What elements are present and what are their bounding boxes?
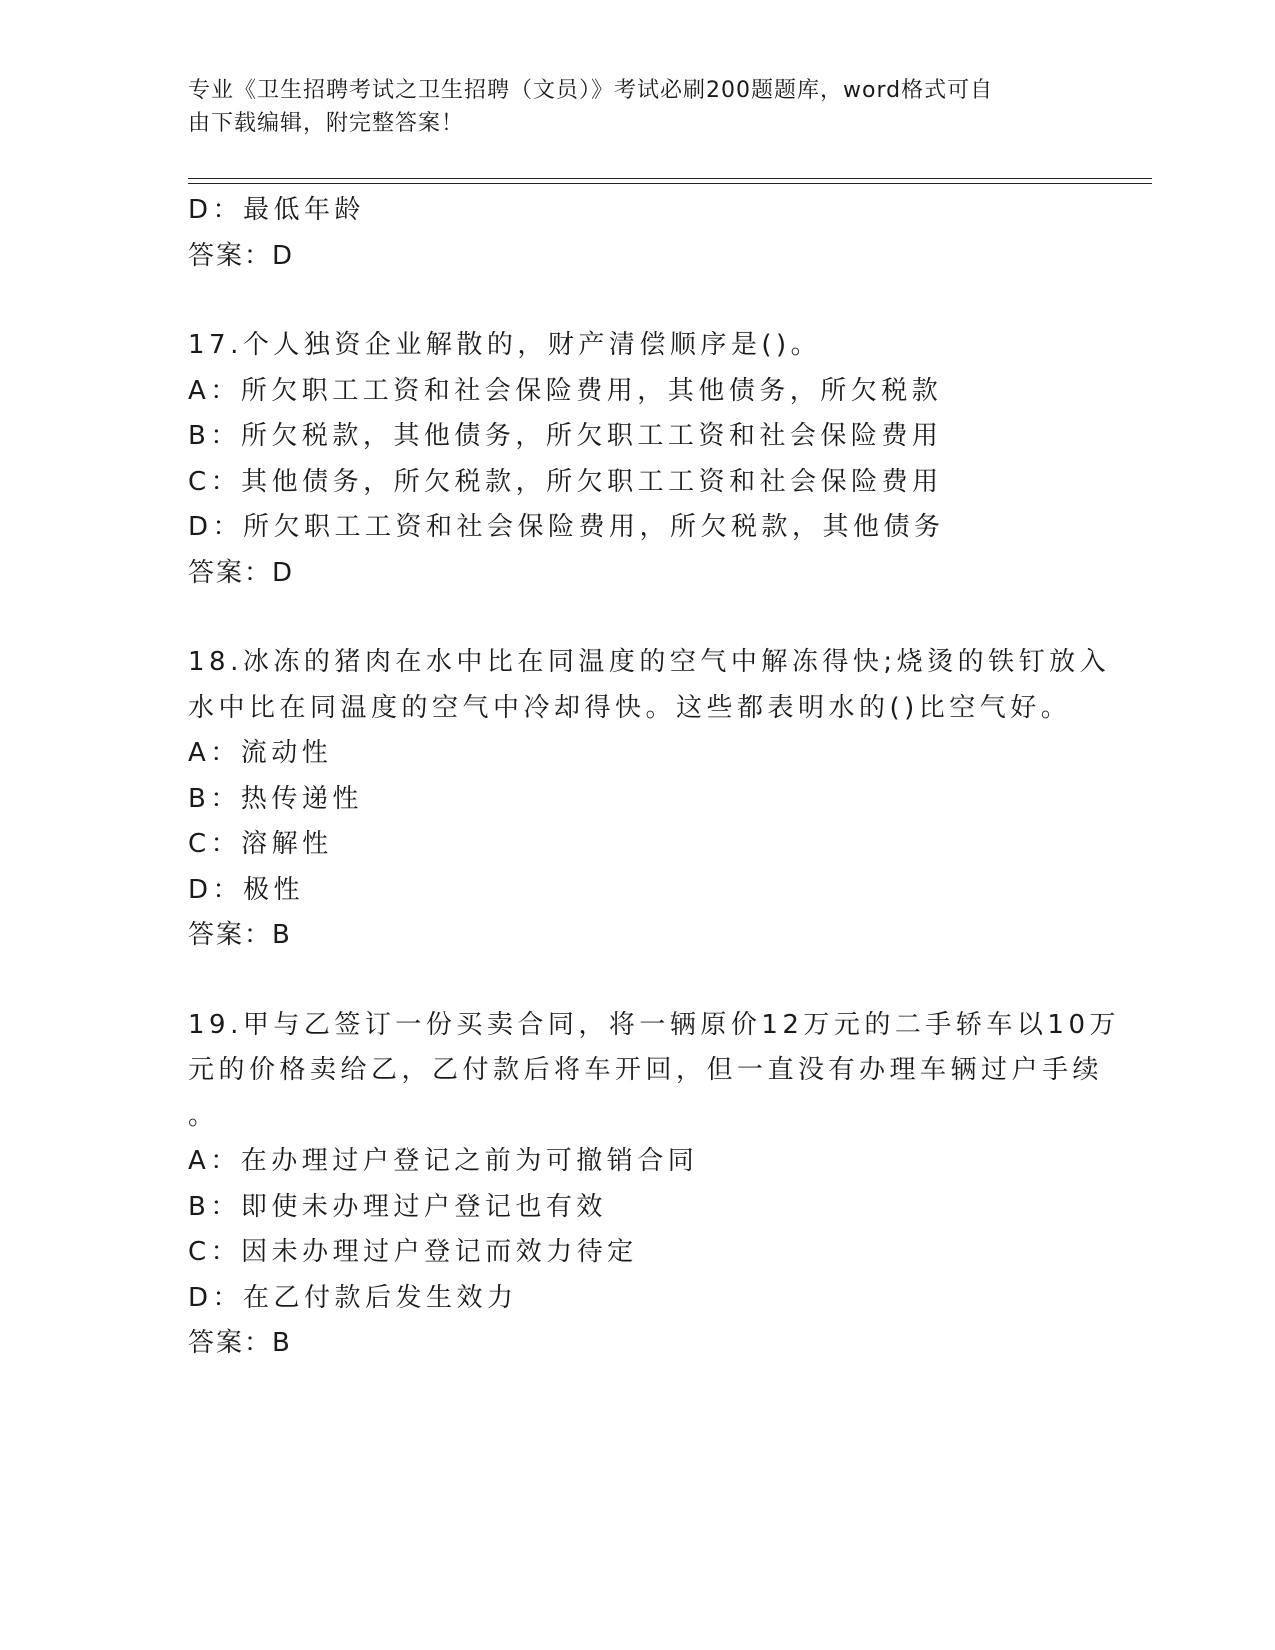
header-divider [188, 178, 1152, 184]
page-header [188, 74, 1068, 140]
answer: 答案：D [188, 557, 295, 588]
question-text: 17.个人独资企业解散的，财产清偿顺序是()。 [188, 330, 822, 360]
question-17 [188, 323, 1068, 596]
document-body [188, 188, 1121, 1367]
option-b: B：热传递性 [188, 783, 363, 814]
option-a: A：流动性 [188, 738, 333, 768]
spacer [188, 959, 1068, 1003]
question-18 [188, 640, 1111, 959]
header-line-2: 由下载编辑，附完整答案！ [188, 111, 465, 136]
option-b: B：即使未办理过户登记也有效 [188, 1191, 607, 1222]
option-d: D：极性 [188, 874, 305, 905]
answer-continued: 答案：D [188, 240, 295, 271]
option-b: B：所欠税款，其他债务，所欠职工工资和社会保险费用 [188, 421, 943, 451]
question-text-line-2: 水中比在同温度的空气中冷却得快。这些都表明水的()比空气好。 [188, 692, 1072, 723]
option-d: D：所欠职工工资和社会保险费用，所欠税款，其他债务 [188, 512, 945, 542]
option-c: C：溶解性 [188, 829, 333, 859]
question-text-line-2: 元的价格卖给乙，乙付款后将车开回，但一直没有办理车辆过户手续 [188, 1055, 1104, 1085]
option-c: C：因未办理过户登记而效力待定 [188, 1237, 638, 1267]
option-c: C：其他债务，所欠税款，所欠职工工资和社会保险费用 [188, 466, 943, 497]
answer: 答案：B [188, 1328, 292, 1358]
question-text-line-1: 18.冰冻的猪肉在水中比在同温度的空气中解冻得快;烧烫的铁钉放入 [188, 647, 1111, 677]
question-text-line-1: 19.甲与乙签订一份买卖合同，将一辆原价12万元的二手轿车以10万 [188, 1009, 1121, 1040]
question-text-line-3: 。 [188, 1100, 219, 1131]
header-line-1: 专业《卫生招聘考试之卫生招聘（文员）》考试必刷200题题库，word格式可自 [188, 78, 994, 103]
answer: 答案：B [188, 920, 292, 950]
spacer [188, 279, 1068, 323]
question-19 [188, 1003, 1121, 1367]
spacer [188, 596, 1068, 640]
option-d-continued: D：最低年龄 [188, 195, 366, 225]
option-a: A：所欠职工工资和社会保险费用，其他债务，所欠税款 [188, 375, 943, 406]
option-d: D：在乙付款后发生效力 [188, 1282, 518, 1313]
option-a: A：在办理过户登记之前为可撤销合同 [188, 1146, 699, 1176]
